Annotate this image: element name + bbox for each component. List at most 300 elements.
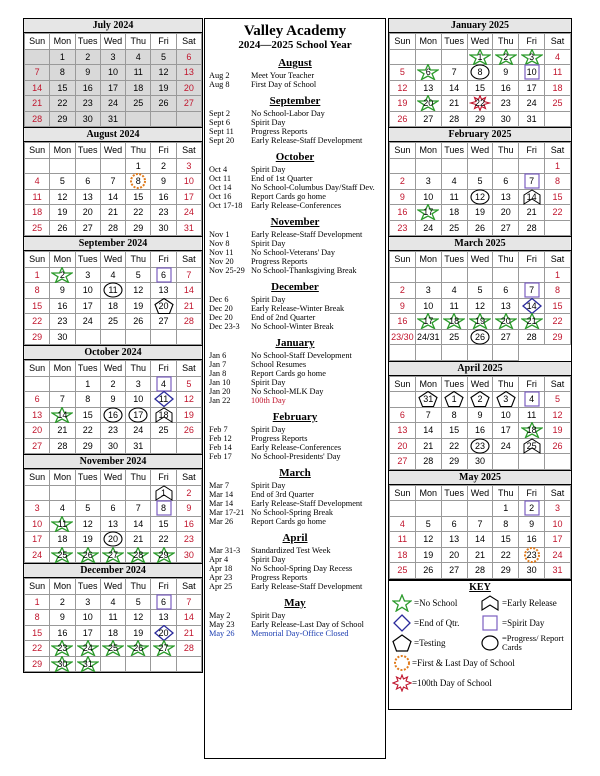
day-cell: 6: [176, 49, 201, 65]
schedule-event: Aug 2 Meet Your Teacher: [209, 71, 315, 80]
section-month: October: [275, 151, 315, 163]
day-cell: 31: [415, 392, 441, 408]
day-cell: 8: [545, 283, 571, 299]
day-cell: 5: [176, 376, 201, 392]
day-cell: 10: [545, 516, 571, 532]
day-cell: 23: [75, 96, 100, 112]
day-cell: 2: [390, 174, 416, 190]
day-cell: 13: [75, 189, 100, 205]
day-cell: 12: [467, 298, 493, 314]
day-cell: 17: [545, 532, 571, 548]
day-cell: 16: [176, 516, 201, 532]
day-cell: 25: [390, 563, 416, 579]
day-cell: 15: [25, 625, 50, 641]
day-cell: 28: [100, 220, 125, 236]
day-cell: [415, 49, 441, 65]
day-cell: 15: [151, 516, 176, 532]
weekday-header: Tues: [441, 485, 467, 501]
weekday-header: Sat: [176, 34, 201, 50]
day-cell: [25, 485, 50, 501]
day-cell: [176, 438, 201, 454]
day-cell: 2: [151, 158, 176, 174]
day-cell: 18: [441, 314, 467, 330]
day-cell: 28: [176, 314, 201, 330]
day-cell: 14: [25, 80, 50, 96]
day-cell: 11: [390, 532, 416, 548]
day-cell: 21: [519, 205, 545, 221]
day-cell: 30: [519, 563, 545, 579]
day-cell: 23: [467, 438, 493, 454]
weekday-header: Thu: [493, 252, 519, 268]
weekday-header: Fri: [519, 485, 545, 501]
schedule-section: [205, 467, 385, 526]
month-title: October 2024: [24, 346, 202, 360]
day-cell: [176, 656, 201, 672]
day-cell: 21: [467, 547, 493, 563]
schedule-section: [205, 532, 385, 591]
weekday-header: Sat: [176, 252, 201, 268]
section-month: April: [282, 532, 308, 544]
schedule-section: [205, 95, 385, 145]
weekday-header: Mon: [50, 579, 75, 595]
day-cell: 1: [151, 485, 176, 501]
day-cell: [519, 158, 545, 174]
weekday-header: Mon: [415, 376, 441, 392]
day-cell: 26: [467, 329, 493, 345]
day-cell: 10: [176, 174, 201, 190]
day-cell: 29: [126, 220, 151, 236]
day-cell: [50, 158, 75, 174]
day-cell: 12: [176, 392, 201, 408]
day-cell: 1: [467, 49, 493, 65]
schedule-event: Feb 7 Spirit Day: [209, 425, 286, 434]
day-cell: 29: [467, 111, 493, 127]
day-cell: [126, 111, 151, 127]
day-cell: 12: [390, 80, 416, 96]
day-cell: 4: [50, 501, 75, 517]
section-month: December: [271, 281, 319, 293]
day-cell: 4: [100, 267, 125, 283]
key-end-quarter: =End of Qtr.: [392, 614, 480, 632]
day-cell: 20: [176, 80, 201, 96]
day-cell: [415, 158, 441, 174]
day-cell: 15: [545, 189, 571, 205]
day-cell: 6: [441, 516, 467, 532]
weekday-header: Wed: [467, 376, 493, 392]
day-cell: 20: [390, 438, 416, 454]
day-cell: 10: [75, 283, 100, 299]
school-name: Valley Academy: [243, 23, 347, 39]
day-cell: 27: [151, 314, 176, 330]
day-cell: 23: [519, 547, 545, 563]
day-cell: 29: [50, 111, 75, 127]
weekday-header: Fri: [151, 470, 176, 486]
day-cell: 2: [390, 283, 416, 299]
schedule-event: Jan 22 100th Day: [209, 396, 286, 405]
day-cell: 22: [467, 96, 493, 112]
day-cell: [151, 438, 176, 454]
day-cell: 24: [126, 423, 151, 439]
schedule-event: Sept 11 Progress Reports: [209, 127, 308, 136]
day-cell: 29: [75, 438, 100, 454]
day-cell: 30: [50, 329, 75, 345]
month-calendar: [23, 345, 203, 454]
day-cell: 8: [126, 174, 151, 190]
day-cell: 27: [75, 220, 100, 236]
weekday-header: Sun: [25, 470, 50, 486]
weekday-header: Mon: [50, 361, 75, 377]
day-cell: 8: [151, 501, 176, 517]
day-cell: [151, 656, 176, 672]
day-cell: 27: [25, 438, 50, 454]
day-cell: 21: [441, 96, 467, 112]
day-cell: 11: [100, 283, 125, 299]
day-cell: 19: [75, 532, 100, 548]
day-cell: [390, 49, 416, 65]
day-cell: 4: [25, 174, 50, 190]
day-cell: [441, 267, 467, 283]
day-cell: 19: [545, 423, 571, 439]
weekday-header: Fri: [151, 579, 176, 595]
day-cell: 18: [519, 423, 545, 439]
key-spirit-day: =Spirit Day: [480, 614, 568, 632]
day-cell: 8: [493, 516, 519, 532]
day-cell: 2: [467, 392, 493, 408]
weekday-header: Tues: [75, 34, 100, 50]
day-cell: 8: [75, 392, 100, 408]
day-cell: 4: [100, 594, 125, 610]
schedule-event: May 26 Memorial Day-Office Closed: [209, 629, 349, 638]
day-cell: [493, 454, 519, 470]
schedule-event: Dec 23-3 No School-Winter Break: [209, 322, 334, 331]
day-cell: 23: [100, 423, 125, 439]
day-cell: 28: [467, 563, 493, 579]
month-calendar: [388, 361, 572, 470]
day-cell: 10: [415, 189, 441, 205]
star-icon: [392, 594, 412, 612]
day-cell: 21: [100, 205, 125, 221]
weekday-header: Wed: [100, 361, 125, 377]
day-cell: [50, 376, 75, 392]
day-cell: 24: [545, 547, 571, 563]
day-cell: 25: [519, 438, 545, 454]
key-title: KEY: [469, 581, 491, 593]
schedule-event: Nov 8 Spirit Day: [209, 239, 286, 248]
schedule-section: [205, 281, 385, 331]
schedule-event: Oct 4 Spirit Day: [209, 165, 286, 174]
day-cell: 30: [493, 111, 519, 127]
weekday-header: Wed: [100, 252, 125, 268]
day-cell: 3: [75, 594, 100, 610]
day-cell: 21: [126, 532, 151, 548]
day-cell: 5: [545, 392, 571, 408]
day-cell: 28: [441, 111, 467, 127]
day-cell: 15: [75, 407, 100, 423]
schedule-event: Dec 20 Early Release-Winter Break: [209, 304, 345, 313]
weekday-header: Fri: [151, 252, 176, 268]
day-cell: 15: [441, 423, 467, 439]
day-cell: 6: [390, 407, 416, 423]
day-cell: [75, 485, 100, 501]
day-cell: [390, 392, 416, 408]
weekday-header: Sun: [25, 252, 50, 268]
day-cell: 26: [545, 438, 571, 454]
weekday-header: Tues: [75, 579, 100, 595]
weekday-header: Sat: [176, 470, 201, 486]
day-cell: 1: [493, 501, 519, 517]
weekday-header: Mon: [50, 252, 75, 268]
weekday-header: Mon: [415, 485, 441, 501]
day-cell: 16: [467, 423, 493, 439]
day-cell: [75, 329, 100, 345]
day-cell: 9: [390, 298, 416, 314]
key-first-last: =First & Last Day of School: [392, 654, 568, 672]
day-cell: 24: [415, 220, 441, 236]
day-cell: 18: [126, 80, 151, 96]
schedule-event: Apr 23 Progress Reports: [209, 573, 308, 582]
day-cell: 8: [25, 610, 50, 626]
day-cell: 4: [126, 49, 151, 65]
schedule-event: Oct 14 No School-Columbus Day/Staff Dev.: [209, 183, 375, 192]
schedule-event: Mar 31-3 Standardized Test Week: [209, 546, 331, 555]
weekday-header: Wed: [467, 485, 493, 501]
month-calendar: [23, 18, 203, 127]
day-cell: 7: [519, 174, 545, 190]
day-cell: 11: [545, 65, 571, 81]
day-cell: 18: [100, 298, 125, 314]
day-cell: 3: [126, 376, 151, 392]
weekday-header: Sat: [545, 376, 571, 392]
day-cell: 27: [493, 220, 519, 236]
day-cell: 4: [390, 516, 416, 532]
month-title: July 2024: [24, 19, 202, 33]
day-cell: 26: [151, 96, 176, 112]
day-cell: 24: [176, 205, 201, 221]
day-cell: [126, 329, 151, 345]
day-cell: 17: [100, 80, 125, 96]
day-cell: 1: [25, 594, 50, 610]
day-cell: 12: [126, 610, 151, 626]
weekday-header: Wed: [467, 143, 493, 159]
month-title: September 2024: [24, 237, 202, 251]
weekday-header: Sat: [176, 143, 201, 159]
day-cell: 24: [75, 641, 100, 657]
day-cell: 27: [100, 547, 125, 563]
section-month: August: [278, 57, 312, 69]
day-cell: 7: [467, 516, 493, 532]
day-cell: 25: [100, 641, 125, 657]
weekday-header: Tues: [441, 34, 467, 50]
day-cell: [25, 49, 50, 65]
weekday-header: Tues: [441, 252, 467, 268]
weekday-header: Sun: [390, 252, 416, 268]
day-cell: 28: [519, 329, 545, 345]
schedule-event: May 2 Spirit Day: [209, 611, 286, 620]
day-cell: [176, 111, 201, 127]
month-calendar: [23, 563, 203, 673]
month-title: February 2025: [389, 128, 571, 142]
day-cell: 21: [25, 96, 50, 112]
day-cell: 13: [100, 516, 125, 532]
day-cell: 25: [100, 314, 125, 330]
day-cell: 5: [151, 49, 176, 65]
section-month: January: [275, 337, 315, 349]
day-cell: 24: [519, 96, 545, 112]
day-cell: 18: [100, 625, 125, 641]
day-cell: 16: [50, 298, 75, 314]
day-cell: 17: [493, 423, 519, 439]
day-cell: 26: [126, 314, 151, 330]
day-cell: 7: [441, 65, 467, 81]
day-cell: [126, 656, 151, 672]
month-title: November 2024: [24, 455, 202, 469]
day-cell: 25: [441, 329, 467, 345]
day-cell: 13: [493, 189, 519, 205]
day-cell: 15: [126, 189, 151, 205]
day-cell: 3: [25, 501, 50, 517]
day-cell: 12: [151, 65, 176, 81]
schedule-section: [205, 411, 385, 461]
day-cell: 29: [25, 656, 50, 672]
day-cell: 9: [100, 392, 125, 408]
day-cell: [176, 329, 201, 345]
weekday-header: Thu: [126, 579, 151, 595]
month-title: March 2025: [389, 237, 571, 251]
day-cell: 17: [25, 532, 50, 548]
day-cell: [441, 49, 467, 65]
schedule-section: [205, 597, 385, 638]
schedule-event: Jan 10 Spirit Day: [209, 378, 286, 387]
day-cell: 30: [75, 111, 100, 127]
diamond-icon: [392, 614, 412, 632]
section-month: February: [272, 411, 318, 423]
day-cell: 18: [151, 407, 176, 423]
day-cell: 10: [25, 516, 50, 532]
day-cell: 27: [176, 96, 201, 112]
schedule-section: [205, 57, 385, 89]
weekday-header: Wed: [100, 579, 125, 595]
day-cell: 17: [415, 205, 441, 221]
day-cell: 8: [467, 65, 493, 81]
day-cell: 28: [519, 220, 545, 236]
day-cell: 31: [126, 438, 151, 454]
day-cell: 22: [493, 547, 519, 563]
day-cell: 4: [545, 49, 571, 65]
day-cell: 12: [50, 189, 75, 205]
day-cell: 17: [519, 80, 545, 96]
day-cell: 22: [545, 205, 571, 221]
day-cell: 4: [151, 376, 176, 392]
weekday-header: Thu: [126, 143, 151, 159]
day-cell: [467, 501, 493, 517]
day-cell: 6: [151, 594, 176, 610]
day-cell: 18: [25, 205, 50, 221]
day-cell: 5: [126, 594, 151, 610]
schedule-event: Feb 14 Early Release-Conferences: [209, 443, 342, 452]
day-cell: 11: [441, 298, 467, 314]
schedule-event: Jan 6 No School-Staff Development: [209, 351, 352, 360]
day-cell: 27: [415, 111, 441, 127]
day-cell: 23/30: [390, 329, 416, 345]
day-cell: [75, 158, 100, 174]
weekday-header: Mon: [50, 143, 75, 159]
day-cell: 7: [176, 267, 201, 283]
day-cell: 19: [151, 80, 176, 96]
day-cell: 23: [390, 220, 416, 236]
day-cell: 10: [415, 298, 441, 314]
day-cell: 10: [75, 610, 100, 626]
weekday-header: Tues: [75, 470, 100, 486]
day-cell: 7: [126, 501, 151, 517]
day-cell: 17: [176, 189, 201, 205]
day-cell: [25, 376, 50, 392]
weekday-header: Tues: [441, 143, 467, 159]
weekday-header: Sat: [176, 579, 201, 595]
day-cell: 17: [415, 314, 441, 330]
day-cell: 5: [467, 174, 493, 190]
day-cell: 14: [126, 516, 151, 532]
day-cell: 14: [467, 532, 493, 548]
day-cell: 7: [25, 65, 50, 81]
chevron-icon: [480, 594, 500, 612]
day-cell: 3: [519, 49, 545, 65]
weekday-header: Sun: [390, 34, 416, 50]
day-cell: 22: [545, 314, 571, 330]
section-month: May: [284, 597, 306, 609]
day-cell: 15: [25, 298, 50, 314]
day-cell: 30: [100, 438, 125, 454]
day-cell: 23: [50, 314, 75, 330]
day-cell: [100, 329, 125, 345]
day-cell: 12: [415, 532, 441, 548]
schedule-list: [205, 57, 385, 638]
weekday-header: Thu: [493, 376, 519, 392]
day-cell: 2: [75, 49, 100, 65]
schedule-event: Dec 6 Spirit Day: [209, 295, 286, 304]
weekday-header: Sat: [176, 361, 201, 377]
day-cell: 2: [176, 485, 201, 501]
key-early-release: =Early Release: [480, 594, 568, 612]
day-cell: 1: [75, 376, 100, 392]
day-cell: 22: [151, 532, 176, 548]
day-cell: 9: [50, 283, 75, 299]
pentagon-icon: [392, 634, 412, 652]
day-cell: 13: [441, 532, 467, 548]
weekday-header: Tues: [75, 143, 100, 159]
day-cell: 17: [75, 625, 100, 641]
day-cell: 25: [50, 547, 75, 563]
day-cell: 16: [390, 314, 416, 330]
day-cell: 6: [415, 65, 441, 81]
day-cell: 16: [151, 189, 176, 205]
day-cell: 22: [126, 205, 151, 221]
day-cell: 19: [126, 298, 151, 314]
day-cell: 20: [441, 547, 467, 563]
day-cell: [545, 220, 571, 236]
schedule-event: Feb 17 No School-Presidents' Day: [209, 452, 341, 461]
day-cell: 2: [519, 501, 545, 517]
day-cell: 7: [176, 594, 201, 610]
day-cell: 1: [50, 49, 75, 65]
day-cell: 10: [493, 407, 519, 423]
day-cell: 9: [151, 174, 176, 190]
day-cell: [441, 501, 467, 517]
day-cell: 1: [545, 158, 571, 174]
month-title: April 2025: [389, 362, 571, 376]
day-cell: 31: [100, 111, 125, 127]
day-cell: 22: [25, 314, 50, 330]
day-cell: 12: [545, 407, 571, 423]
